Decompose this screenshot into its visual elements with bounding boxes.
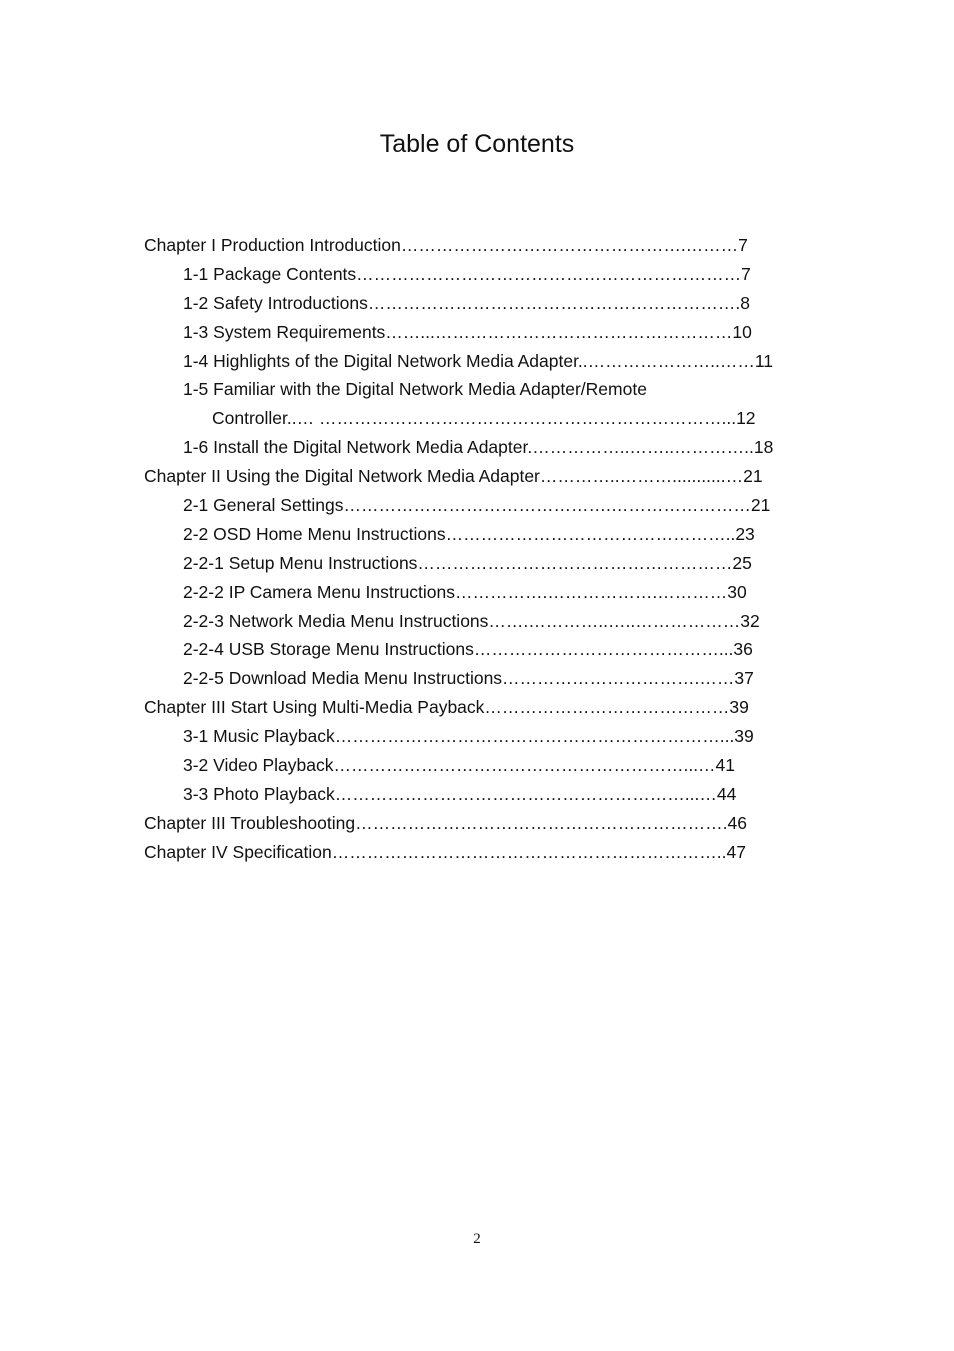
toc-entry-text: 1-3 System Requirements……...……………………………………………10 xyxy=(183,321,752,342)
toc-chapter-entry[interactable] xyxy=(0,809,954,838)
toc-entry-text: 2-2 OSD Home Menu Instructions…………………………………………..23 xyxy=(183,523,755,544)
toc-chapter-entry[interactable] xyxy=(0,693,954,722)
toc-section-entry[interactable] xyxy=(0,549,954,578)
toc-section-entry[interactable] xyxy=(0,751,954,780)
toc-section-entry[interactable] xyxy=(0,635,954,664)
toc-section-entry[interactable] xyxy=(0,780,954,809)
toc-entry-text: 3-1 Music Playback…………………………………………………………...39 xyxy=(183,726,754,747)
toc-chapter-entry[interactable] xyxy=(0,462,954,491)
toc-entry-text: 1-5 Familiar with the Digital Network Media Adapter/Remote xyxy=(183,379,647,400)
toc-entry-text: 2-2-1 Setup Menu Instructions………………………………………………25 xyxy=(183,552,752,573)
toc-entry-text: Chapter II Using the Digital Network Media Adapter…………..………...........…21 xyxy=(144,466,763,487)
toc-section-entry[interactable] xyxy=(0,404,954,433)
toc-section-entry[interactable] xyxy=(0,520,954,549)
toc-chapter-entry[interactable] xyxy=(0,231,954,260)
page-number: 2 xyxy=(473,1231,481,1247)
toc-section-entry[interactable] xyxy=(0,722,954,751)
toc-section-entry[interactable] xyxy=(0,664,954,693)
toc-entry-text: 1-6 Install the Digital Network Media Adapter.……………..……..…………..18 xyxy=(183,437,774,458)
table-of-contents xyxy=(0,231,954,867)
toc-entry-text: 1-2 Safety Introductions……………………………………………………….8 xyxy=(183,292,750,313)
toc-section-entry[interactable] xyxy=(0,578,954,607)
toc-entry-text: Controller..… ……………………………………………………………...12 xyxy=(212,408,756,429)
toc-entry-text: 2-1 General Settings……………………………………….……………………21 xyxy=(183,495,771,516)
toc-entry-text: 2-2-2 IP Camera Menu Instructions…………….……………….…………30 xyxy=(183,581,747,602)
page-title: Table of Contents xyxy=(379,130,575,158)
toc-section-entry[interactable] xyxy=(0,289,954,318)
toc-section-entry[interactable] xyxy=(0,607,954,636)
toc-chapter-entry[interactable] xyxy=(0,838,954,867)
toc-section-entry[interactable] xyxy=(0,491,954,520)
toc-entry-text: 1-4 Highlights of the Digital Network Media Adapter..…………………..……11 xyxy=(183,350,774,371)
toc-entry-text: 3-2 Video Playback……………………………………………………...…41 xyxy=(183,755,736,776)
toc-entry-text: 2-2-5 Download Media Menu Instructions…………………………….……37 xyxy=(183,668,754,689)
toc-entry-text: Chapter IV Specification…………………………………………………………..47 xyxy=(144,841,746,862)
toc-entry-text: 3-3 Photo Playback……………………………………………………...…44 xyxy=(183,783,737,804)
toc-entry-text: Chapter I Production Introduction………………………………………….………7 xyxy=(144,235,748,255)
toc-entry-text: 1-1 Package Contents…………………………………………………………7 xyxy=(183,263,751,284)
toc-section-entry[interactable] xyxy=(0,433,954,462)
toc-section-entry[interactable] xyxy=(0,260,954,289)
toc-entry-text: Chapter III Start Using Multi-Media Payback……………………………………39 xyxy=(144,697,749,718)
toc-entry-text: Chapter III Troubleshooting……………………………………………………….46 xyxy=(144,812,747,833)
toc-entry-text: 2-2-4 USB Storage Menu Instructions……………………………………...36 xyxy=(183,639,753,660)
toc-section-entry[interactable] xyxy=(0,347,954,376)
toc-entry-text: 2-2-3 Network Media Menu Instructions…….…………..…..………………32 xyxy=(183,610,760,631)
toc-section-entry[interactable] xyxy=(0,318,954,347)
toc-section-entry[interactable] xyxy=(0,375,954,404)
